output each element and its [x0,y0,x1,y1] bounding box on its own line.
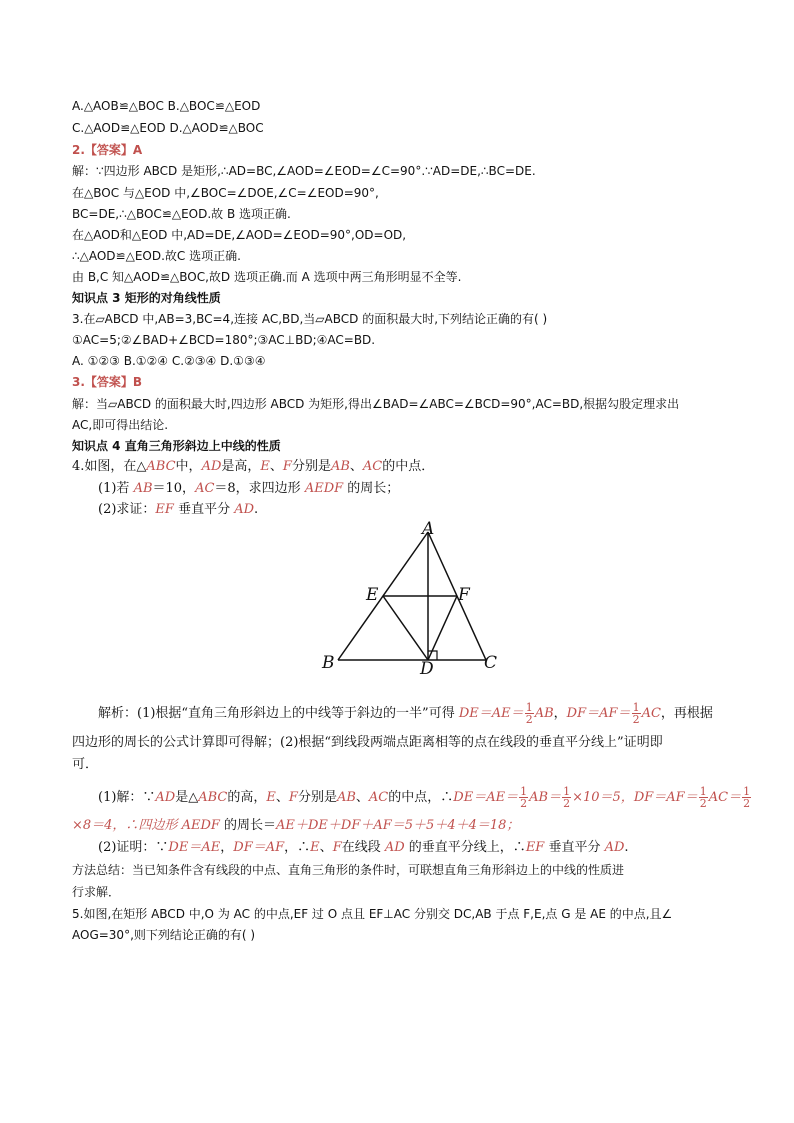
q3-items: ①AC=5;②∠BAD+∠BCD=180°;③AC⊥BD;④AC=BD. [72,333,376,347]
knowledge-point-4-heading: 知识点 4 直角三角形斜边上中线的性质 [72,439,281,453]
q3-options: A. ①②③ B.①②④ C.②③④ D.①③④ [72,354,266,368]
vertex-label-a: A [422,520,435,539]
analysis-line-1: 解析：(1)根据“直角三角形斜边上的中线等于斜边的一半”可得 DE＝AE＝ $\frac{1}{2}$ AB，DF＝AF＝ $\frac{1}{2}$ AC，再根据 [98,701,713,726]
vertex-label-f: F [458,585,470,605]
q3-stem: 3.在▱ABCD 中,AB=3,BC=4,连接 AC,BD,当▱ABCD 的面积最大时,下列结论正确的有( ) [72,312,548,326]
segment-ed [383,596,428,660]
fraction-half: $\frac{1}{2}$ [632,701,640,726]
knowledge-point-3-heading: 知识点 3 矩形的对角线性质 [72,291,221,305]
q2-solution-line-2: 在△BOC 与△EOD 中,∠BOC=∠DOE,∠C=∠EOD=90°, [72,186,379,200]
proof-2-line: (2)证明：∵DE＝AE，DF＝AF，∴E、F在线段 AD 的垂直平分线上，∴EF 垂直平分 AD. [98,840,629,855]
method-summary-line-2: 行求解． [72,885,121,899]
q4-part-2: (2)求证：EF 垂直平分 AD. [98,502,259,517]
q2-solution-line-6: 由 B,C 知△AOD≌△BOC,故D 选项正确.而 A 选项中两三角形明显不全等. [72,270,462,284]
proof-1-line-1: (1)解：∵AD是△ABC的高，E、F分别是AB、AC的中点，∴DE＝AE＝ $\frac{1}{2}$ AB＝ $\frac{1}{2}$ ×10＝5，DF＝AF＝ $\frac{1}{2}$ AC＝ $\frac{1}{2}$ [98,785,751,810]
q2-answer: 2.【答案】A [72,143,143,157]
q3-solution-line-1: 解：当▱ABCD 的面积最大时,四边形 ABCD 为矩形,得出∠BAD=∠ABC=∠BCD=90°,AC=BD,根据勾股定理求出 [72,397,680,411]
fraction-half: $\frac{1}{2}$ [699,785,707,810]
fraction-half: $\frac{1}{2}$ [743,785,751,810]
q1-options-line-1: A.△AOB≌△BOC B.△BOC≌△EOD [72,99,261,113]
fraction-half: $\frac{1}{2}$ [563,785,571,810]
q3-solution-line-2: AC,即可得出结论. [72,418,169,432]
vertex-label-b: B [322,653,335,673]
vertex-label-d: D [420,659,434,675]
q4-part-1: (1)若 AB＝10，AC＝8，求四边形 AEDF 的周长； [98,481,400,496]
fraction-half: $\frac{1}{2}$ [520,785,528,810]
q5-stem-line-1: 5.如图,在矩形 ABCD 中,O 为 AC 的中点,EF 过 O 点且 EF⊥AC 分别交 DC,AB 于点 F,E,点 G 是 AE 的中点,且∠ [72,907,673,921]
q4-stem: 4.如图，在△ABC中，AD是高，E、F分别是AB、AC的中点． [72,459,435,474]
q5-stem-line-2: AOG=30°,则下列结论正确的有( ) [72,928,256,942]
triangle-figure [318,520,518,675]
q2-solution-line-1: 解：∵四边形 ABCD 是矩形,∴AD=BC,∠AOD=∠EOD=∠C=90°.∵AD=DE,∴BC=DE. [72,164,536,178]
vertex-label-e: E [366,585,379,605]
q2-solution-line-4: 在△AOD和△EOD 中,AD=DE,∠AOD=∠EOD=90°,OD=OD, [72,228,407,242]
vertex-label-c: C [484,653,498,673]
q1-options-line-2: C.△AOD≌△EOD D.△AOD≌△BOC [72,121,264,135]
fraction-half: $\frac{1}{2}$ [525,701,533,726]
q2-solution-line-5: ∴△AOD≌△EOD.故C 选项正确. [72,249,241,263]
analysis-line-2: 四边形的周长的公式计算即可得解；(2)根据“到线段两端点距离相等的点在线段的垂直平分线上”证明即 [72,735,663,750]
q2-solution-line-3: BC=DE,∴△BOC≌△EOD.故 B 选项正确. [72,207,291,221]
method-summary-line-1: 方法总结：当已知条件含有线段的中点、直角三角形的条件时，可联想直角三角形斜边上的中线的性质进 [72,863,625,877]
proof-1-line-2: ×8＝4，∴四边形 AEDF 的周长＝AE＋DE＋DF＋AF＝5＋5＋4＋4＝18； [72,818,520,833]
analysis-line-3: 可． [72,757,99,772]
q3-answer: 3.【答案】B [72,375,143,389]
